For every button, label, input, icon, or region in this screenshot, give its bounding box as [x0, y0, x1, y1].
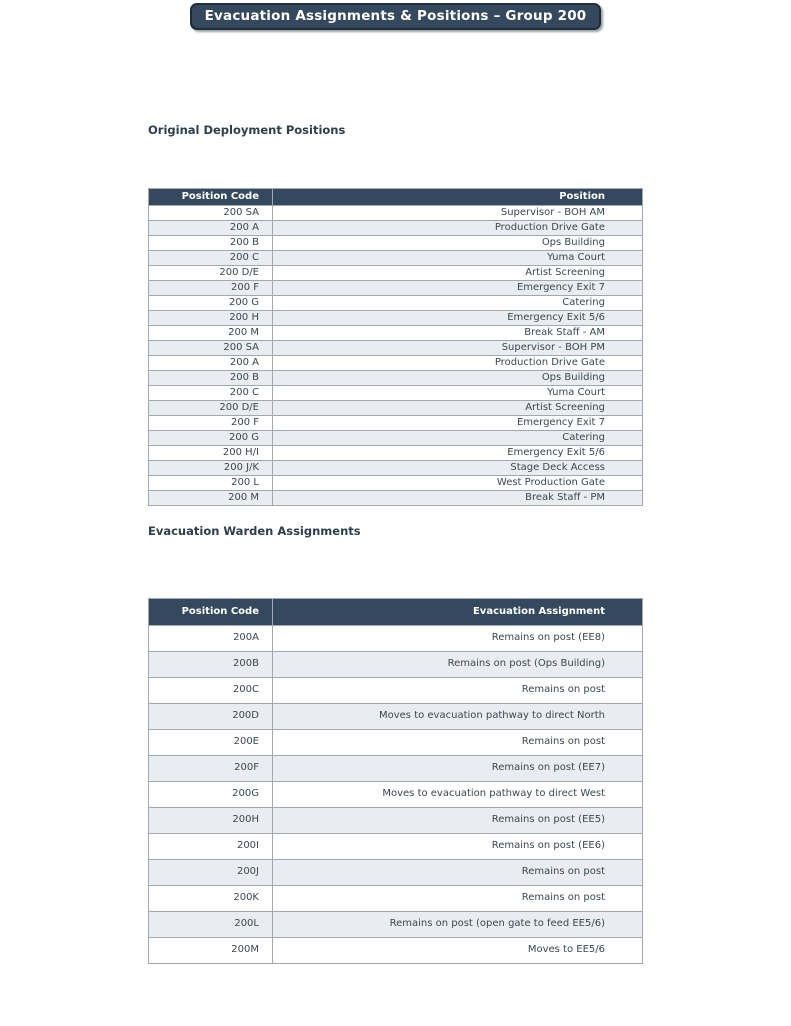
- table-header: [149, 599, 643, 626]
- table-cell: 200 D/E: [149, 266, 273, 281]
- table-row: [149, 431, 643, 446]
- table-row: [149, 834, 643, 860]
- table-header: [149, 189, 643, 206]
- section-evacuation-warden: [148, 524, 643, 964]
- table-row: [149, 386, 643, 401]
- table-row: [149, 652, 643, 678]
- table-row: [149, 416, 643, 431]
- table-cell: 200I: [149, 834, 273, 860]
- table-cell: 200M: [149, 938, 273, 964]
- table-cell: Emergency Exit 5/6: [273, 311, 643, 326]
- table-cell: 200 SA: [149, 341, 273, 356]
- table-cell: Ops Building: [273, 371, 643, 386]
- table-cell: 200 C: [149, 386, 273, 401]
- table-cell: Remains on post: [273, 730, 643, 756]
- table-cell: 200 J/K: [149, 461, 273, 476]
- section-heading-evacuation-warden: Evacuation Warden Assignments: [148, 524, 361, 538]
- table-header-row: [149, 599, 643, 626]
- table-row: [149, 341, 643, 356]
- table-cell: Emergency Exit 7: [273, 416, 643, 431]
- table-cell: Remains on post: [273, 860, 643, 886]
- table-cell: West Production Gate: [273, 476, 643, 491]
- evacuation-warden-table: [148, 598, 643, 964]
- page: [0, 3, 791, 1026]
- table-row: [149, 371, 643, 386]
- column-header-position: Position: [273, 189, 643, 206]
- table-cell: 200J: [149, 860, 273, 886]
- table-cell: Supervisor - BOH PM: [273, 341, 643, 356]
- table-cell: Remains on post: [273, 886, 643, 912]
- table-row: [149, 782, 643, 808]
- table-cell: 200 A: [149, 221, 273, 236]
- table-header-row: [149, 189, 643, 206]
- table-body: [149, 206, 643, 506]
- table-cell: 200 L: [149, 476, 273, 491]
- table-cell: 200E: [149, 730, 273, 756]
- table-cell: Artist Screening: [273, 401, 643, 416]
- table-cell: 200 A: [149, 356, 273, 371]
- table-cell: Remains on post (Ops Building): [273, 652, 643, 678]
- table-cell: 200D: [149, 704, 273, 730]
- table-cell: 200 M: [149, 491, 273, 506]
- table-cell: Ops Building: [273, 236, 643, 251]
- table-cell: 200 C: [149, 251, 273, 266]
- table-cell: 200C: [149, 678, 273, 704]
- table-body: [149, 626, 643, 964]
- section-heading-original-deployment: Original Deployment Positions: [148, 123, 346, 137]
- table-row: [149, 206, 643, 221]
- table-cell: Remains on post (EE8): [273, 626, 643, 652]
- table-cell: 200 H/I: [149, 446, 273, 461]
- table-row: [149, 281, 643, 296]
- table-row: [149, 860, 643, 886]
- table-cell: Stage Deck Access: [273, 461, 643, 476]
- table-cell: Remains on post (EE6): [273, 834, 643, 860]
- table-cell: 200 B: [149, 371, 273, 386]
- table-row: [149, 401, 643, 416]
- column-header-position-code: Position Code: [149, 599, 273, 626]
- original-deployment-table: [148, 188, 643, 506]
- table-row: [149, 730, 643, 756]
- table-cell: 200B: [149, 652, 273, 678]
- table-cell: Catering: [273, 296, 643, 311]
- table-cell: 200 F: [149, 416, 273, 431]
- table-row: [149, 476, 643, 491]
- table-cell: Remains on post: [273, 678, 643, 704]
- table-cell: 200 H: [149, 311, 273, 326]
- table-cell: Yuma Court: [273, 251, 643, 266]
- table-row: [149, 886, 643, 912]
- table-cell: 200G: [149, 782, 273, 808]
- table-cell: Break Staff - PM: [273, 491, 643, 506]
- page-title: Evacuation Assignments & Positions – Group 200: [190, 3, 602, 30]
- table-row: [149, 808, 643, 834]
- table-cell: 200H: [149, 808, 273, 834]
- table-row: [149, 678, 643, 704]
- table-cell: Catering: [273, 431, 643, 446]
- table-cell: Break Staff - AM: [273, 326, 643, 341]
- table-row: [149, 326, 643, 341]
- table-cell: 200 M: [149, 326, 273, 341]
- table-cell: Supervisor - BOH AM: [273, 206, 643, 221]
- table-cell: Production Drive Gate: [273, 356, 643, 371]
- content-area: [148, 123, 643, 964]
- table-row: [149, 311, 643, 326]
- table-cell: Moves to evacuation pathway to direct North: [273, 704, 643, 730]
- table-row: [149, 912, 643, 938]
- table-cell: 200L: [149, 912, 273, 938]
- table-row: [149, 356, 643, 371]
- table-cell: 200 B: [149, 236, 273, 251]
- table-cell: 200 SA: [149, 206, 273, 221]
- column-header-evacuation-assignment: Evacuation Assignment: [273, 599, 643, 626]
- section-original-deployment: [148, 123, 643, 506]
- table-cell: 200F: [149, 756, 273, 782]
- table-row: [149, 756, 643, 782]
- column-header-position-code: Position Code: [149, 189, 273, 206]
- table-cell: 200A: [149, 626, 273, 652]
- table-cell: Artist Screening: [273, 266, 643, 281]
- table-row: [149, 446, 643, 461]
- table-cell: Emergency Exit 5/6: [273, 446, 643, 461]
- table-cell: Production Drive Gate: [273, 221, 643, 236]
- table-row: [149, 236, 643, 251]
- table-row: [149, 491, 643, 506]
- table-cell: Emergency Exit 7: [273, 281, 643, 296]
- table-cell: Remains on post (EE5): [273, 808, 643, 834]
- table-row: [149, 461, 643, 476]
- table-cell: 200 G: [149, 296, 273, 311]
- table-row: [149, 704, 643, 730]
- table-cell: 200 G: [149, 431, 273, 446]
- table-row: [149, 626, 643, 652]
- table-cell: Remains on post (open gate to feed EE5/6): [273, 912, 643, 938]
- table-cell: 200 F: [149, 281, 273, 296]
- table-row: [149, 266, 643, 281]
- table-cell: 200K: [149, 886, 273, 912]
- table-row: [149, 251, 643, 266]
- table-row: [149, 296, 643, 311]
- table-row: [149, 221, 643, 236]
- table-cell: Remains on post (EE7): [273, 756, 643, 782]
- table-cell: 200 D/E: [149, 401, 273, 416]
- table-cell: Moves to evacuation pathway to direct West: [273, 782, 643, 808]
- table-row: [149, 938, 643, 964]
- table-cell: Moves to EE5/6: [273, 938, 643, 964]
- table-cell: Yuma Court: [273, 386, 643, 401]
